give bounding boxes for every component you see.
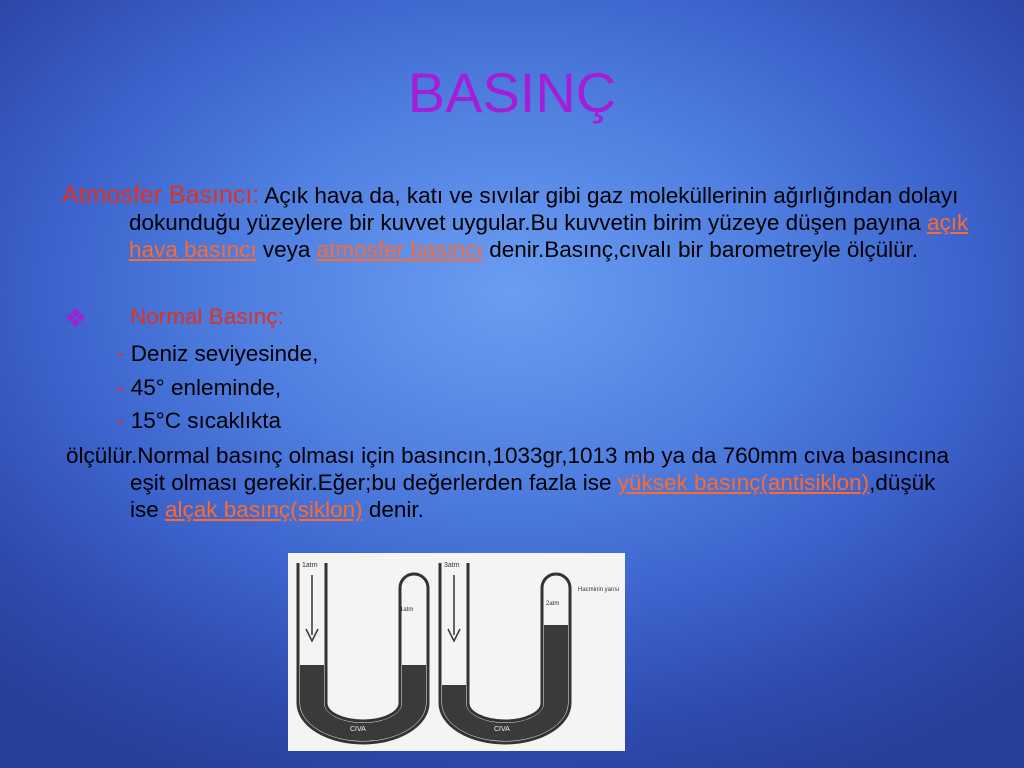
left-side-label: 1atm xyxy=(400,607,414,613)
normal-basinc-bullet xyxy=(64,303,284,334)
acik-hava-basinci-link[interactable]: açık hava basıncı xyxy=(129,210,969,262)
yuksek-basinc-link[interactable]: yüksek basınç(antisiklon) xyxy=(617,470,870,495)
left-bottom-label: CIVA xyxy=(350,726,366,733)
right-note-label: Hacminin yarısı xyxy=(578,587,620,593)
normal-item-text: Deniz seviyesinde, xyxy=(124,341,319,366)
right-bottom-label: CIVA xyxy=(494,726,510,733)
conclusion-paragraph xyxy=(66,442,966,523)
dash-marker: - xyxy=(117,375,125,400)
barometer-figure xyxy=(288,553,625,751)
atmosfer-text-2: veya xyxy=(256,237,317,262)
conclusion-text-1: ölçülür.Normal basınç olması için basıncın,1033gr,1013 mb ya da 760mm cıva basıncına eşit olması gerekir.Eğer;bu değerlerden fazla ise xyxy=(66,443,949,495)
slide-title: BASINÇ xyxy=(407,61,617,124)
dash-marker: - xyxy=(117,408,125,433)
barometer-diagram xyxy=(288,553,625,751)
atmosfer-paragraph xyxy=(62,182,972,263)
normal-item-text: 15°C sıcaklıkta xyxy=(124,408,282,433)
atmosfer-term: Atmosfer Basıncı: xyxy=(62,181,260,209)
normal-item-text: 45° enleminde, xyxy=(124,375,282,400)
normal-item-3 xyxy=(117,408,281,434)
normal-basinc-label: Normal Basınç: xyxy=(130,304,284,329)
diamond-bullet-icon: ❖ xyxy=(64,303,88,333)
atmosfer-text-1: Açık hava da, katı ve sıvılar gibi gaz moleküllerinin ağırlığından dolayı dokunduğu yüzeylere bir kuvvet uygular.Bu kuvvetin birim yüzeye düşen payına xyxy=(129,183,959,235)
left-top-label: 1atm xyxy=(302,562,318,569)
normal-item-2 xyxy=(117,375,281,401)
right-side-label: 2atm xyxy=(546,601,560,607)
conclusion-text-2: ,düşük ise xyxy=(130,470,936,522)
left-u-tube xyxy=(298,562,428,743)
right-top-label: 3atm xyxy=(444,562,460,569)
atmosfer-text-3: denir.Basınç,cıvalı bir barometreyle ölçülür. xyxy=(482,237,919,262)
normal-item-1 xyxy=(117,341,318,367)
dash-marker: - xyxy=(117,341,125,366)
alcak-basinc-link[interactable]: alçak basınç(siklon) xyxy=(165,497,363,522)
conclusion-text-3: denir. xyxy=(362,497,424,522)
atmosfer-basinci-link[interactable]: atmosfer basıncı xyxy=(316,237,483,262)
right-u-tube xyxy=(440,562,620,743)
